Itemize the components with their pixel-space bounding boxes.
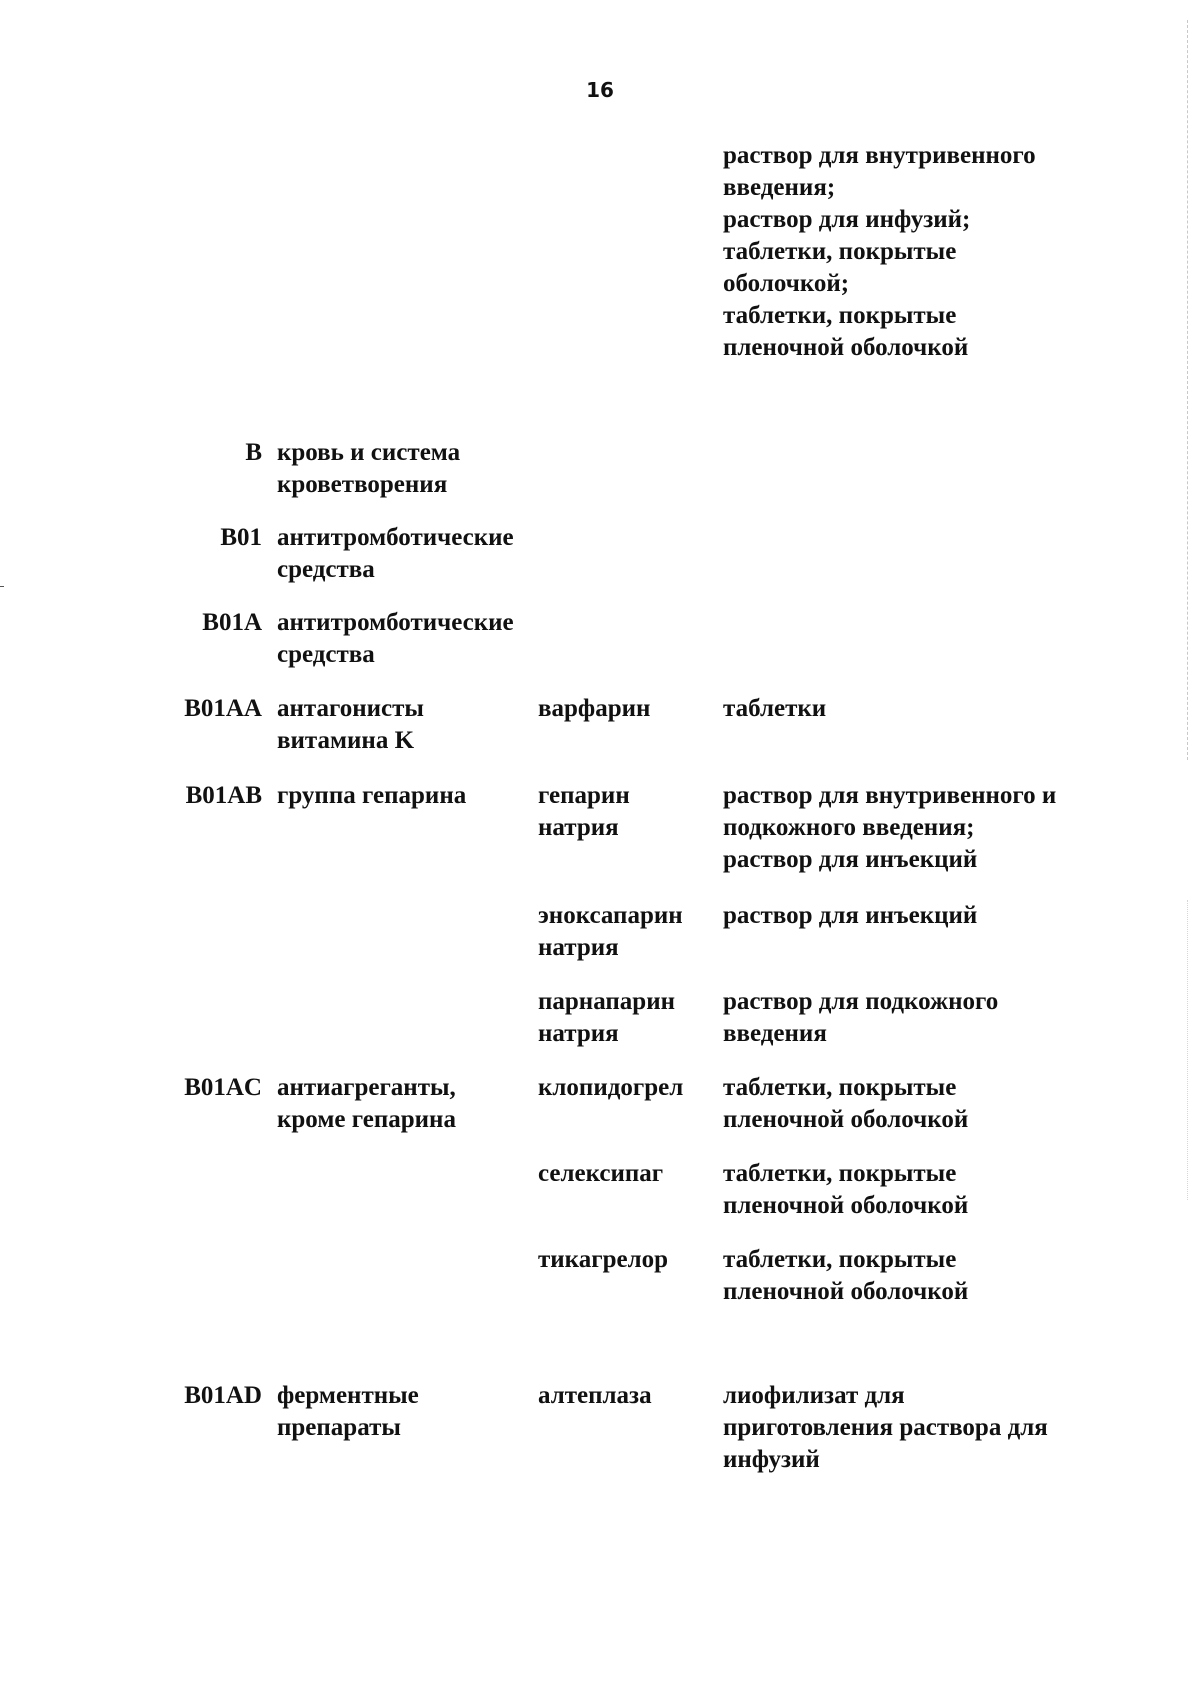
atc-group-name: ферментные препараты bbox=[277, 1382, 419, 1441]
atc-code: B01AA bbox=[184, 695, 262, 722]
scan-edge-line bbox=[1186, 900, 1188, 1200]
atc-code: B01AC bbox=[184, 1074, 262, 1101]
drug-name: алтеплаза bbox=[538, 1382, 652, 1409]
atc-group-name: антагонисты витамина K bbox=[277, 695, 424, 754]
dosage-form: таблетки, покрытые пленочной оболочкой bbox=[723, 1074, 969, 1133]
scan-edge-line bbox=[1186, 20, 1188, 760]
dosage-form: таблетки, покрытые пленочной оболочкой bbox=[723, 1246, 969, 1305]
page-number: 16 bbox=[586, 78, 614, 102]
atc-group-name: кровь и система кроветворения bbox=[277, 439, 461, 498]
drug-name: эноксапарин натрия bbox=[538, 902, 683, 961]
atc-group-name: антитромботические средства bbox=[277, 609, 514, 668]
atc-group-name: антитромботические средства bbox=[277, 524, 514, 583]
atc-code: B01AB bbox=[185, 782, 262, 809]
atc-code: B bbox=[245, 439, 262, 466]
atc-group-name: антиагреганты, кроме гепарина bbox=[277, 1074, 456, 1133]
dosage-form: раствор для инъекций bbox=[723, 902, 978, 929]
atc-group-name: группа гепарина bbox=[277, 782, 467, 809]
drug-name: селексипаг bbox=[538, 1160, 664, 1187]
drug-name: гепарин натрия bbox=[538, 782, 630, 841]
drug-name: варфарин bbox=[538, 695, 651, 722]
dosage-form: лиофилизат для приготовления раствора для инфузий bbox=[723, 1382, 1048, 1473]
dosage-form: таблетки bbox=[723, 695, 827, 722]
atc-code: B01A bbox=[202, 609, 262, 636]
atc-code: B01 bbox=[220, 524, 262, 551]
dosage-form: таблетки, покрытые пленочной оболочкой bbox=[723, 1160, 969, 1219]
dosage-form: раствор для подкожного введения bbox=[723, 988, 999, 1047]
drug-name: тикагрелор bbox=[538, 1246, 668, 1273]
drug-name: клопидогрел bbox=[538, 1074, 684, 1101]
dosage-form: раствор для внутривенного и подкожного введения; раствор для инъекций bbox=[723, 782, 1057, 873]
continuation-dosage-form: раствор для внутривенного введения; раствор для инфузий; таблетки, покрытые оболочкой; таблетки, покрытые пленочной оболочкой bbox=[723, 142, 1036, 361]
scan-edge-mark bbox=[0, 586, 4, 587]
drug-name: парнапарин натрия bbox=[538, 988, 675, 1047]
atc-code: B01AD bbox=[184, 1382, 262, 1409]
